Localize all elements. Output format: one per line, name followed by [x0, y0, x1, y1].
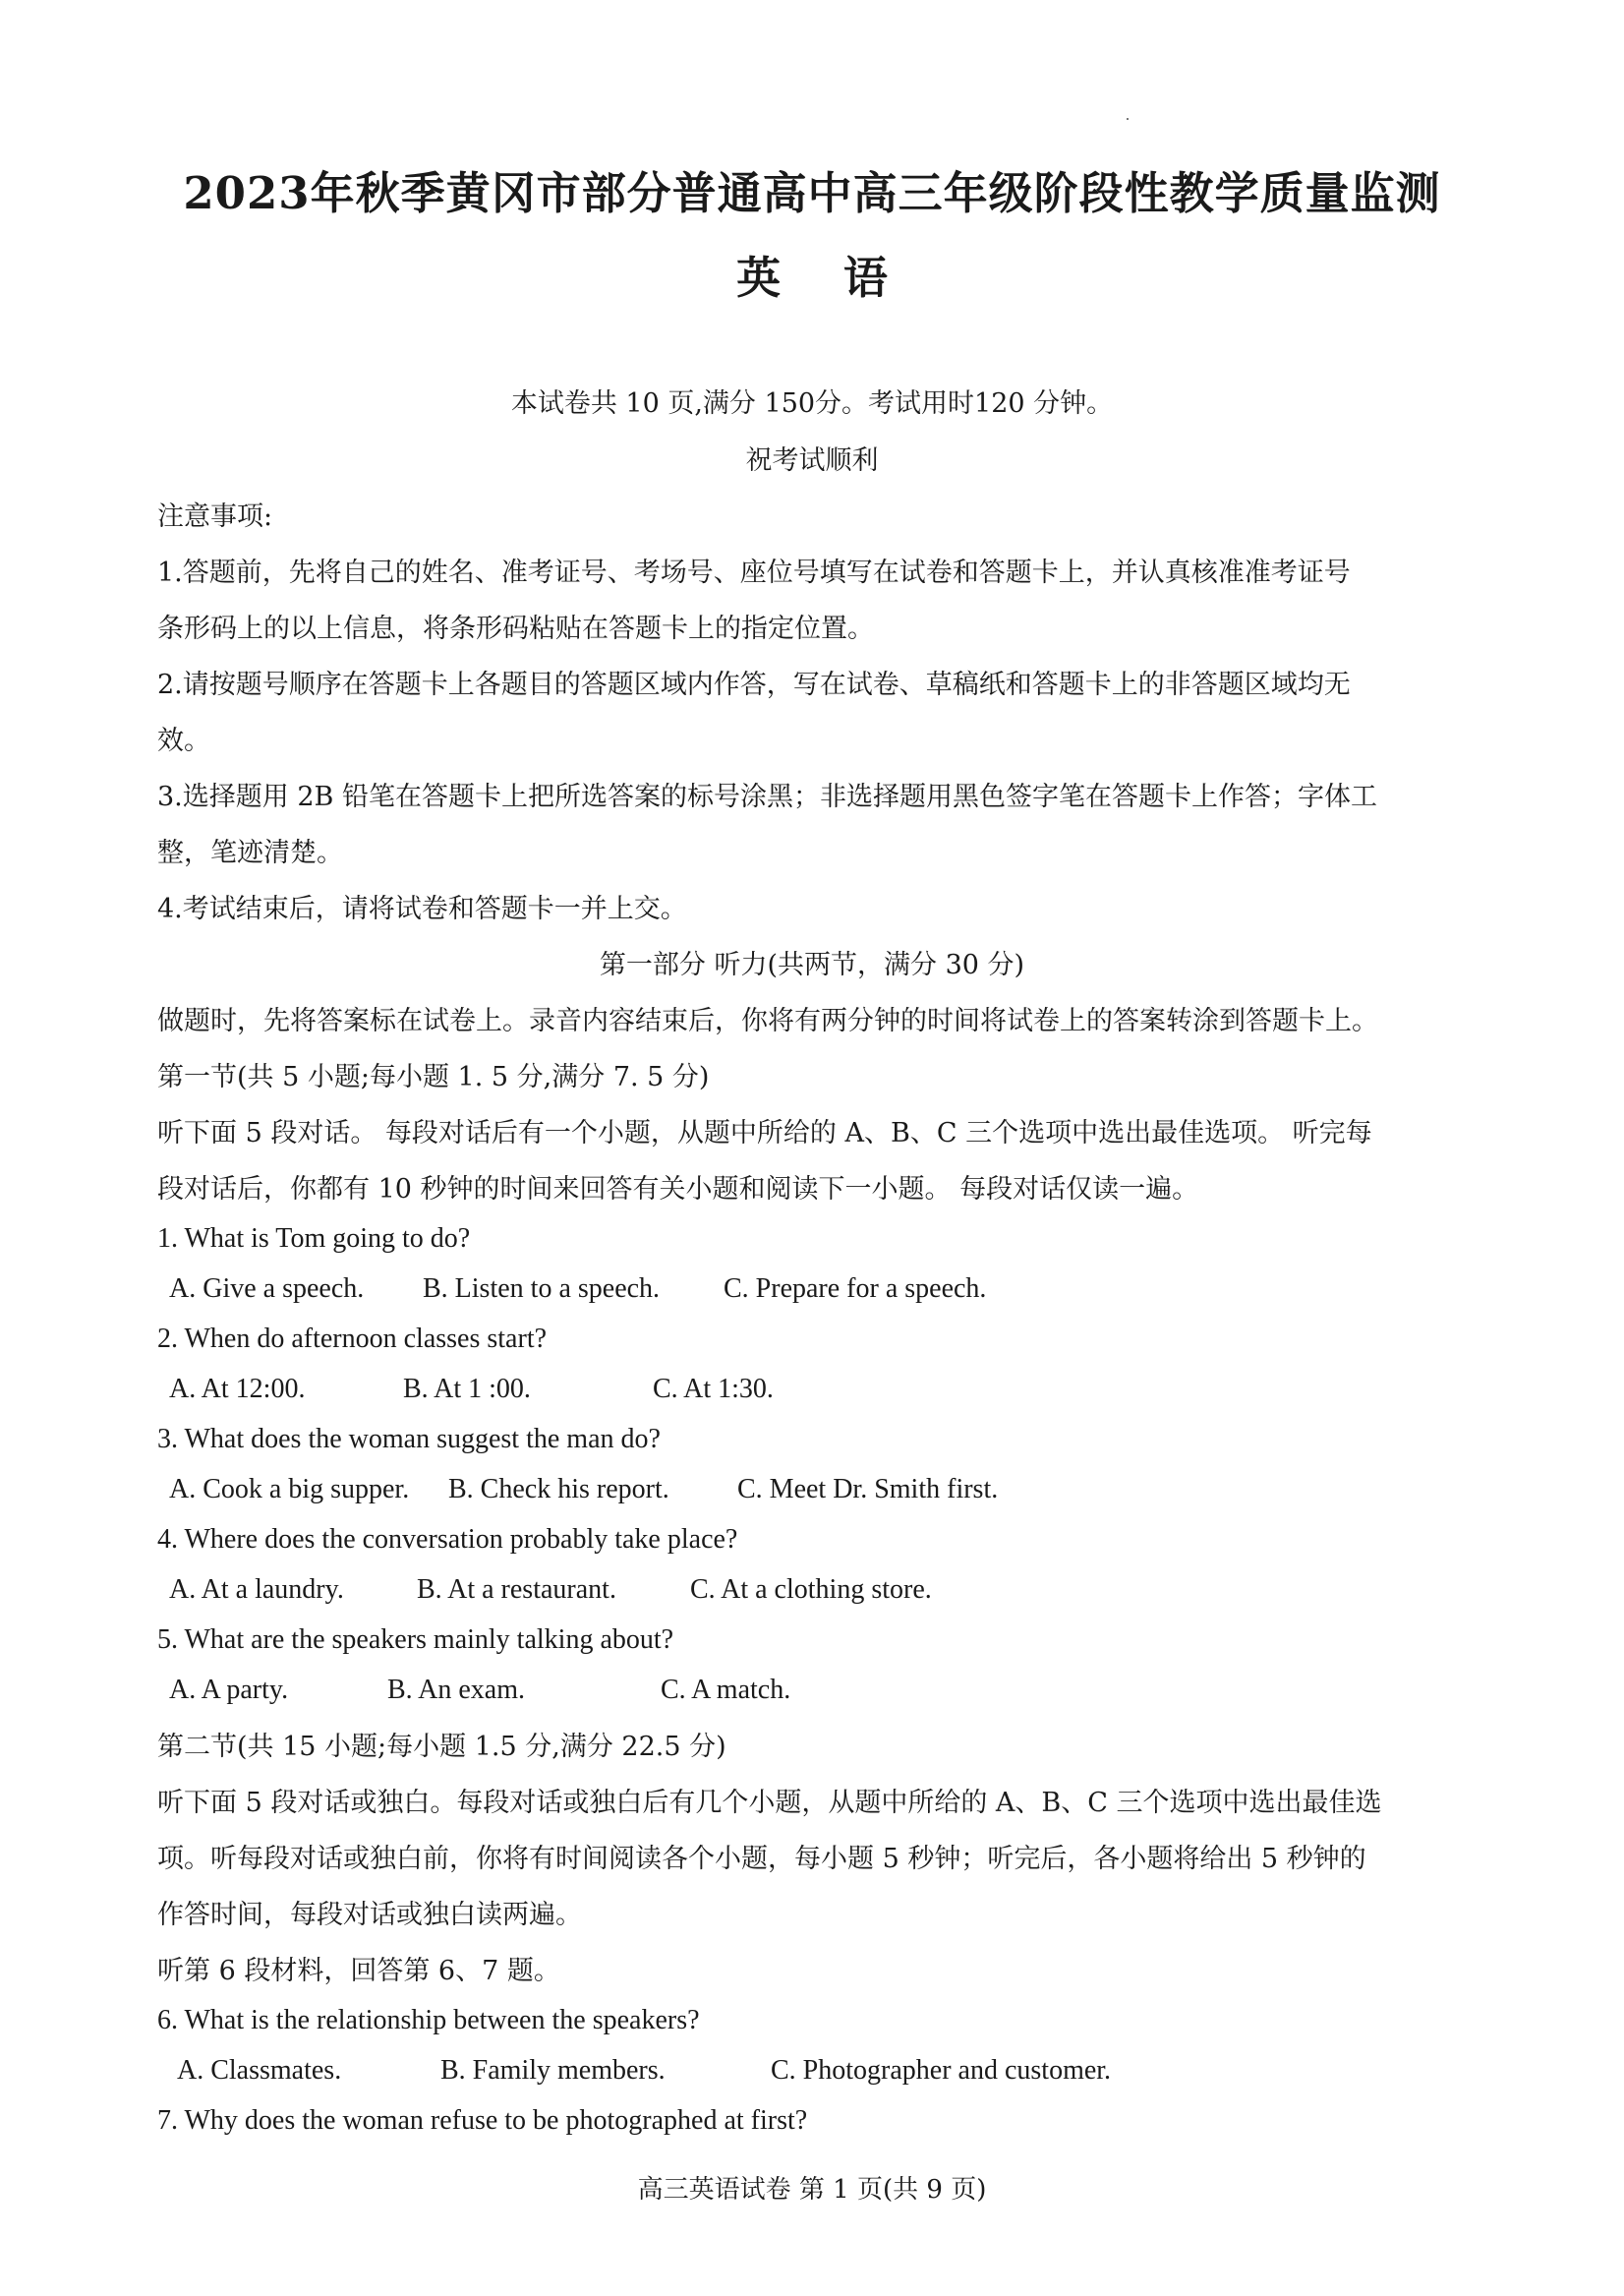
- option-c: C. A match.: [661, 1675, 791, 1705]
- option-a: A. Give a speech.: [169, 1273, 365, 1304]
- scan-speck: [1127, 118, 1129, 120]
- note-line: 效。: [157, 726, 210, 756]
- option-c: C. Meet Dr. Smith first.: [737, 1474, 999, 1504]
- question-1: 1. What is Tom going to do?: [157, 1223, 471, 1254]
- option-c: C. At 1:30.: [653, 1374, 774, 1404]
- note-line: 条形码上的以上信息，将条形码粘贴在答题卡上的指定位置。: [157, 614, 874, 644]
- note-line: 3.选择题用 2B 铅笔在答题卡上把所选答案的标号涂黑；非选择题用黑色签字笔在答题卡上作答；字体工: [157, 782, 1377, 812]
- section1-heading: 第一节(共 5 小题;每小题 1. 5 分,满分 7. 5 分): [157, 1062, 710, 1092]
- note-line: 1.答题前，先将自己的姓名、准考证号、考场号、座位号填写在试卷和答题卡上，并认真核准准考证号: [157, 558, 1351, 588]
- option-a: A. Classmates.: [177, 2055, 342, 2086]
- notes-heading: 注意事项:: [157, 501, 273, 532]
- exam-info: 本试卷共 10 页,满分 150分。考试用时120 分钟。: [510, 388, 1114, 419]
- exam-subject: 英 语: [736, 252, 911, 304]
- section2-desc: 听下面 5 段对话或独白。每段对话或独白后有几个小题，从题中所给的 A、B、C 三个选项中选出最佳选: [157, 1788, 1382, 1818]
- section2-desc: 项。听每段对话或独白前，你将有时间阅读各个小题，每小题 5 秒钟；听完后，各小题将给出 5 秒钟的: [157, 1844, 1366, 1874]
- option-a: A. At 12:00.: [169, 1374, 306, 1404]
- note-line: 整，笔迹清楚。: [157, 838, 343, 868]
- option-c: C. Prepare for a speech.: [724, 1273, 987, 1304]
- section2-heading: 第二节(共 15 小题;每小题 1.5 分,满分 22.5 分): [157, 1732, 726, 1762]
- question-5: 5. What are the speakers mainly talking about?: [157, 1624, 674, 1655]
- good-luck-text: 祝考试顺利: [745, 445, 879, 476]
- section2-desc: 作答时间，每段对话或独白读两遍。: [157, 1900, 582, 1930]
- option-a: A. Cook a big supper.: [169, 1474, 410, 1504]
- option-a: A. At a laundry.: [169, 1574, 344, 1605]
- question-4: 4. Where does the conversation probably take place?: [157, 1524, 738, 1555]
- exam-title: 2023年秋季黄冈市部分普通高中高三年级阶段性教学质量监测: [183, 167, 1441, 219]
- question-2: 2. When do afternoon classes start?: [157, 1324, 548, 1354]
- option-c: C. At a clothing store.: [690, 1574, 932, 1605]
- option-b: B. Listen to a speech.: [423, 1273, 661, 1304]
- option-c: C. Photographer and customer.: [771, 2055, 1112, 2086]
- option-b: B. Family members.: [440, 2055, 666, 2086]
- part1-heading: 第一部分 听力(共两节，满分 30 分): [599, 950, 1025, 980]
- part1-instruction: 做题时，先将答案标在试卷上。录音内容结束后，你将有两分钟的时间将试卷上的答案转涂到答题卡上。: [157, 1006, 1378, 1036]
- page-footer: 高三英语试卷 第 1 页(共 9 页): [637, 2175, 987, 2205]
- option-b: B. Check his report.: [448, 1474, 669, 1504]
- question-7: 7. Why does the woman refuse to be photographed at first?: [157, 2105, 808, 2136]
- option-b: B. At a restaurant.: [417, 1574, 616, 1605]
- material-note: 听第 6 段材料，回答第 6、7 题。: [157, 1956, 560, 1986]
- note-line: 2.请按题号顺序在答题卡上各题目的答题区域内作答，写在试卷、草稿纸和答题卡上的非答题区域均无: [157, 670, 1351, 700]
- question-3: 3. What does the woman suggest the man do?: [157, 1424, 661, 1454]
- section1-desc: 听下面 5 段对话。 每段对话后有一个小题，从题中所给的 A、B、C 三个选项中选出最佳选项。 听完每: [157, 1118, 1372, 1148]
- note-line: 4.考试结束后，请将试卷和答题卡一并上交。: [157, 894, 687, 924]
- option-b: B. At 1 :00.: [403, 1374, 531, 1404]
- option-b: B. An exam.: [387, 1675, 525, 1705]
- section1-desc: 段对话后，你都有 10 秒钟的时间来回答有关小题和阅读下一小题。 每段对话仅读一遍。: [157, 1174, 1199, 1205]
- option-a: A. A party.: [169, 1675, 289, 1705]
- question-6: 6. What is the relationship between the speakers?: [157, 2005, 700, 2035]
